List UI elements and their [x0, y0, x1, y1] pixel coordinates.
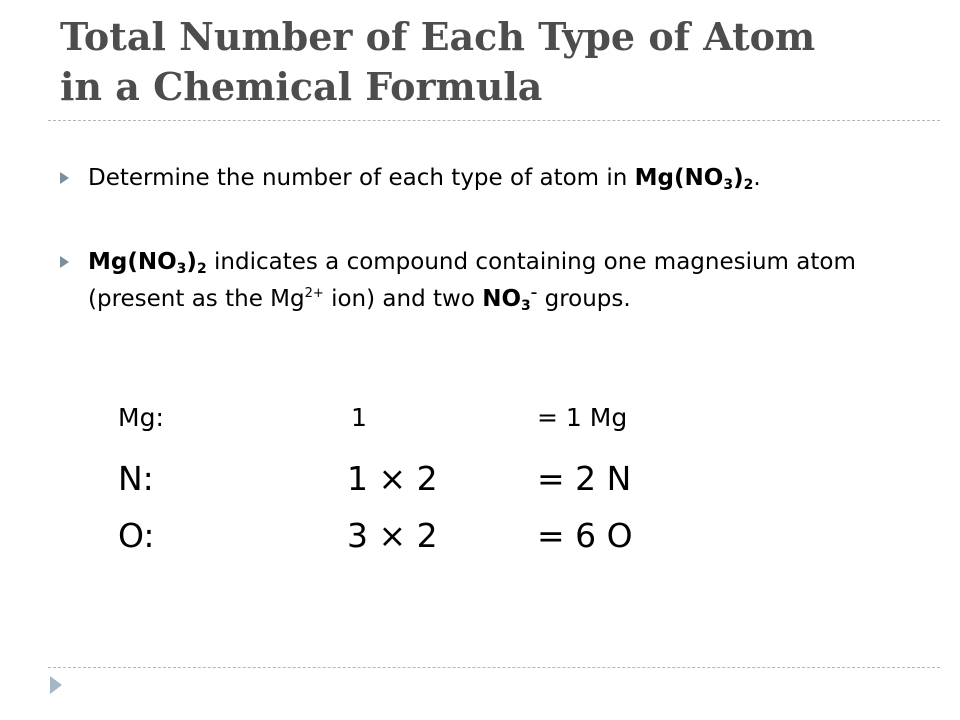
calc-result: = 6 O	[537, 516, 633, 555]
bullet-1-text: Determine the number of each type of atom in $Mg(NO_3)_2$.	[88, 165, 761, 193]
mg-ion-charge: 2+	[304, 286, 324, 301]
bullet-arrow-icon	[60, 172, 69, 184]
nitrate-group: $NO_3^-$	[482, 286, 538, 314]
bullet-2-text: $Mg(NO_3)_2$ indicates a compound containing one magnesium atom (present as the $Mg^{2+}$ ion) and two $NO_3^-$ groups.	[88, 249, 856, 314]
calc-multiplication: 3 × 2	[347, 516, 438, 555]
calc-multiplication: 1	[351, 403, 367, 432]
calc-element: Mg:	[118, 403, 164, 432]
slide-title	[60, 12, 920, 112]
formula-mg-no3-2: $Mg(NO_3)_2$	[88, 249, 207, 277]
title-divider	[48, 120, 940, 121]
formula-mg-no3-2: $Mg(NO_3)_2$	[634, 165, 754, 193]
calc-result: = 1 Mg	[537, 403, 628, 432]
footer-divider	[48, 667, 940, 668]
slide-corner-arrow-icon	[50, 676, 62, 694]
bullet-determine	[60, 160, 922, 197]
calc-element: N:	[118, 459, 154, 498]
title-line-2: in a Chemical Formula	[60, 64, 543, 109]
title-line-1: Total Number of Each Type of Atom	[60, 14, 816, 59]
bullet-explanation	[60, 244, 922, 318]
calc-multiplication: 1 × 2	[347, 459, 438, 498]
bullet-1-sentence: Determine the number of each type of atom in	[88, 165, 628, 191]
calc-result: = 2 N	[537, 459, 632, 498]
calc-element: O:	[118, 516, 155, 555]
bullet-arrow-icon	[60, 256, 69, 268]
